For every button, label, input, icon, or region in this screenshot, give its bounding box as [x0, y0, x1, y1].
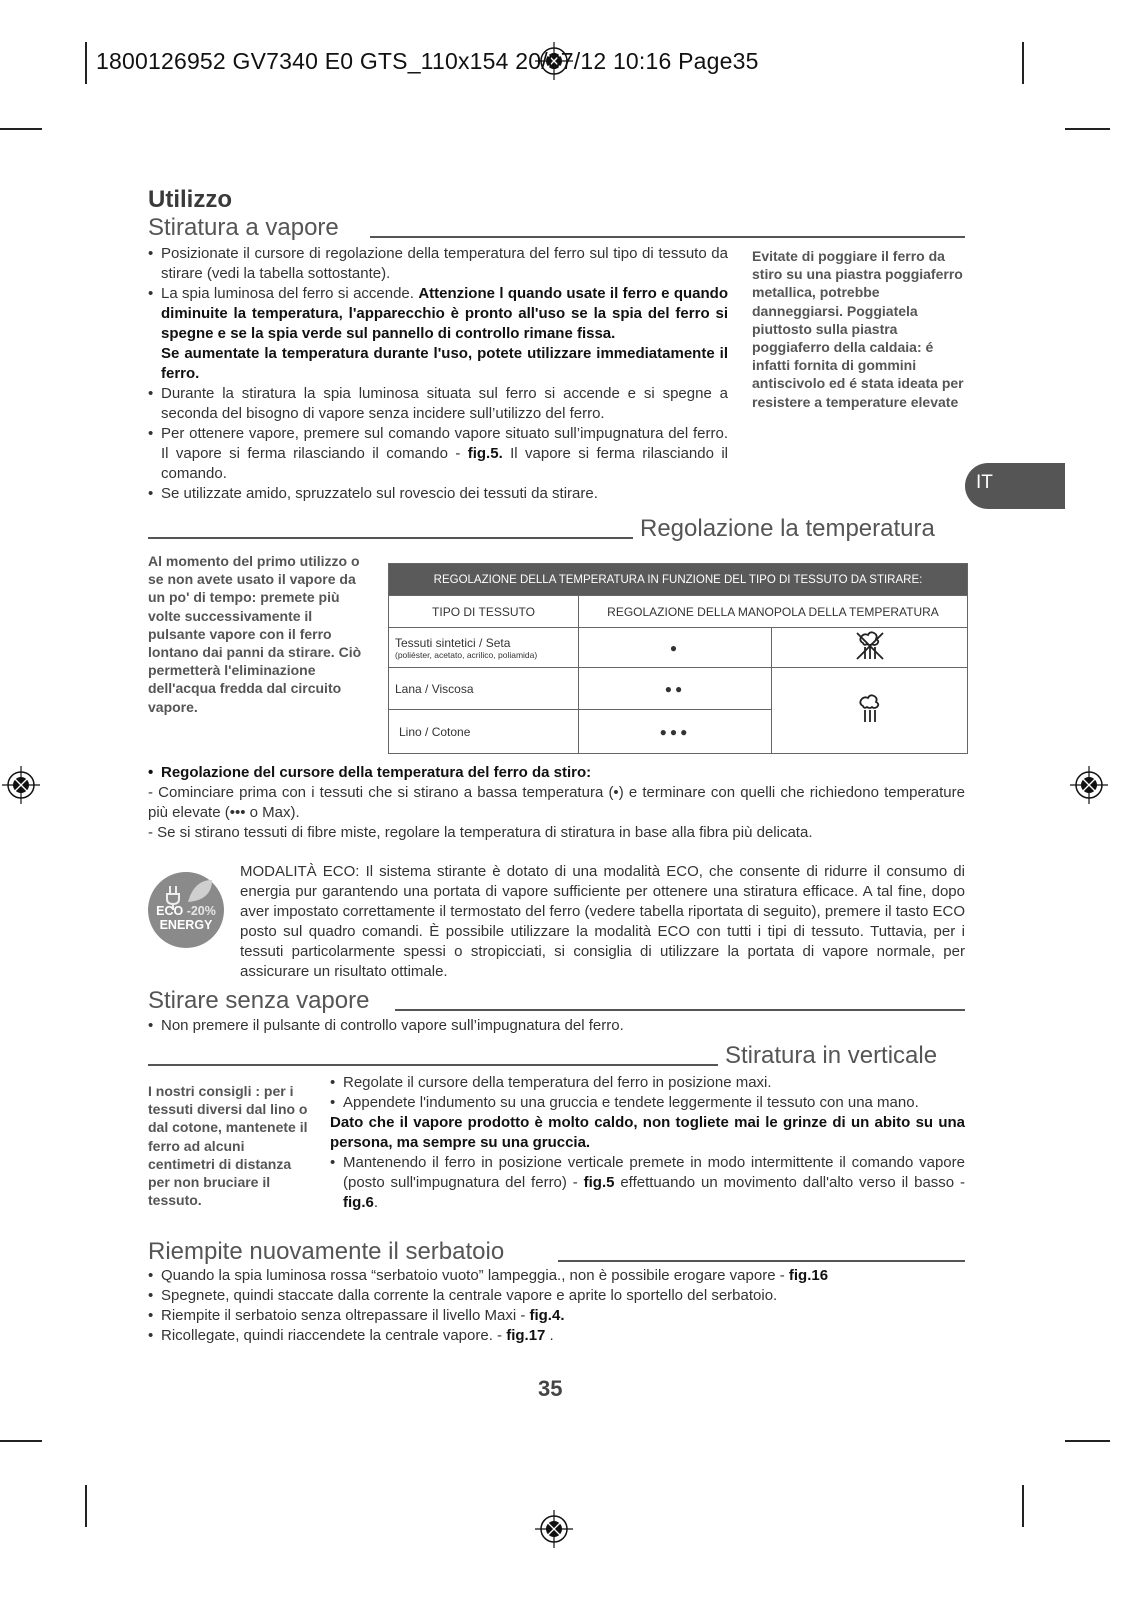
- temperature-dots: ●●: [579, 668, 772, 710]
- crop-mark: [1065, 128, 1110, 130]
- registration-mark-icon: [1070, 766, 1108, 804]
- heading-rule: [370, 236, 965, 238]
- page-title: Utilizzo: [148, 186, 232, 213]
- list-item: • Riempite il serbatoio senza oltrepassare il livello Maxi - fig.4.: [148, 1306, 965, 1326]
- table-row: [389, 668, 968, 710]
- section-heading-vertical: Stiratura in verticale: [725, 1042, 938, 1069]
- fabric-name: Tessuti sintetici / Seta: [395, 635, 511, 650]
- list-item: • Posizionate il cursore di regolazione della temperatura del ferro sul tipo di tessuto da stirare (vedi la tabella sottostante).: [148, 244, 728, 284]
- table-row: [389, 628, 968, 668]
- steam-icon: [853, 692, 887, 726]
- section-heading-temperature: Regolazione la temperatura: [640, 515, 935, 542]
- side-note-first-use: Al momento del primo utilizzo o se non avete usato il vapore da un po' di tempo: premete più volte successivamente il pulsante vapore con il ferro lontano dai panni da stirare. Ciò permetterà l'eliminazione dell'acqua fredda dal circuito vapore.: [148, 553, 362, 715]
- temperature-dots: ●: [579, 628, 772, 668]
- list-item: • Quando la spia luminosa rossa “serbatoio vuoto” lampeggia., non è possibile erogare vapore - fig.16: [148, 1266, 965, 1286]
- list-item: • Regolate il cursore della temperatura del ferro in posizione maxi.: [330, 1073, 965, 1093]
- print-header: 1800126952 GV7340 E0 GTS_110x154 20/07/12 10:16 Page35: [96, 48, 759, 74]
- heading-rule: [148, 1064, 718, 1066]
- cursor-title: • Regolazione del cursore della temperatura del ferro da stiro:: [148, 763, 965, 783]
- fabric-name: Lino / Cotone: [389, 710, 579, 754]
- steam-instructions: [148, 244, 728, 504]
- crop-mark: [1065, 1440, 1110, 1442]
- list-item: • Non premere il pulsante di controllo vapore sull’impugnatura del ferro.: [148, 1016, 965, 1036]
- registration-mark-icon: [2, 766, 40, 804]
- list-item: • Spegnete, quindi staccate dalla corrente la centrale vapore e aprite lo sportello del serbatoio.: [148, 1286, 965, 1306]
- side-note-vertical: I nostri consigli : per i tessuti diversi dal lino o dal cotone, mantenete il ferro ad alcuni centimetri di distanza per non bruciare il tessuto.: [148, 1083, 308, 1209]
- language-tab: IT: [965, 463, 1065, 509]
- crop-mark: [85, 42, 87, 84]
- bold-note: Se aumentate la temperatura durante l'uso, potete utilizzare immediatamente il ferro.: [161, 345, 728, 382]
- crop-mark: [85, 1485, 87, 1527]
- heading-rule: [558, 1260, 965, 1262]
- cursor-step: - Cominciare prima con i tessuti che si stirano a bassa temperatura (•) e terminare con quelli che richiedono temperature più elevate (••• o Max).: [148, 784, 965, 821]
- crop-mark: [0, 128, 42, 130]
- fabric-detail: (poliéster, acetato, acrilico, poliamida): [395, 649, 538, 660]
- list-item: • Ricollegate, quindi riaccendete la centrale vapore. - fig.17 .: [148, 1326, 965, 1346]
- no-steam-icon: [853, 629, 887, 663]
- list-item: • Durante la stiratura la spia luminosa situata sul ferro si accende e si spegne a seconda del bisogno di vapore senza incidere sull’utilizzo del ferro.: [148, 384, 728, 424]
- crop-mark: [0, 1440, 42, 1442]
- table-header: TIPO DI TESSUTO: [389, 596, 579, 628]
- heading-rule: [148, 537, 633, 539]
- eco-energy-badge: ECO -20% ENERGY: [148, 872, 224, 948]
- page-number: 35: [538, 1376, 563, 1401]
- section-heading-steam: Stiratura a vapore: [148, 214, 339, 241]
- crop-mark: [1022, 1485, 1024, 1527]
- cursor-step: - Se si stirano tessuti di fibre miste, regolare la temperatura di stiratura in base alla fibra più delicata.: [148, 824, 813, 841]
- no-steam-instructions: [148, 1016, 965, 1036]
- steam-cell: [772, 668, 968, 754]
- side-note-steam: Evitate di poggiare il ferro da stiro su una piastra poggiaferro metallica, potrebbe danneggiarsi. Poggiatela piuttosto sulla piastra poggiaferro della caldaia: é infatti fornita di gommini antiscivolo ed é stata ideata per resistere a temperature elevate: [752, 248, 964, 410]
- refill-instructions: [148, 1266, 965, 1346]
- vertical-instructions: [330, 1073, 965, 1213]
- crop-mark: [1022, 42, 1024, 84]
- eco-mode-text: MODALITÀ ECO: Il sistema stirante è dotato di una modalità ECO, che consente di ridurre il consumo di energia pur garantendo una portata di vapore sufficiente per ottenere una stiratura efficace. A tal fine, dopo aver impostato correttamente il termostato del ferro (vedere tabella riportata di seguito), premere il tasto ECO posto sul quadro comandi. È possibile utilizzare la modalità ECO con tutti i tipi di tessuto. Tuttavia, per i tessuti particolarmente spessi o stropicciati, si consiglia di utilizzare la portata di vapore normale, per assicurare un risultato ottimale.: [240, 863, 965, 980]
- table-header: REGOLAZIONE DELLA MANOPOLA DELLA TEMPERATURA: [579, 596, 968, 628]
- list-item: • Mantenendo il ferro in posizione verticale premete in modo intermittente il comando vapore (posto sull'impugnatura del ferro) - fig.5 effettuando un movimento dall'alto verso il basso - fig.6.: [330, 1153, 965, 1213]
- list-item: • La spia luminosa del ferro si accende. Attenzione l quando usate il ferro e quando diminuite la temperatura, l'apparecchio è pronto all'uso se la spia del ferro si spegne e se la spia verde sul pannello di controllo rimane fissa.: [148, 284, 728, 344]
- temperature-dots: ●●●: [579, 710, 772, 754]
- list-item: • Per ottenere vapore, premere sul comando vapore situato sull’impugnatura del ferro. Il vapore si ferma rilasciando il comando - fig.5. Il vapore si ferma rilasciando il comando.: [148, 424, 728, 484]
- fabric-name: Lana / Viscosa: [389, 668, 579, 710]
- heading-rule: [395, 1009, 965, 1011]
- list-item: • Se utilizzate amido, spruzzatelo sul rovescio dei tessuti da stirare.: [148, 484, 728, 504]
- cursor-instructions: [148, 763, 965, 843]
- temperature-table: [388, 563, 968, 754]
- list-item: • Appendete l'indumento su una gruccia e tendete leggermente il tessuto con una mano.: [330, 1093, 965, 1113]
- warning-text: Dato che il vapore prodotto è molto caldo, non togliete mai le grinze di un abito su una persona, ma sempre su una gruccia.: [330, 1114, 965, 1151]
- registration-mark-icon: [535, 1510, 573, 1548]
- no-steam-cell: [772, 628, 968, 668]
- table-title: REGOLAZIONE DELLA TEMPERATURA IN FUNZIONE DEL TIPO DI TESSUTO DA STIRARE:: [389, 564, 968, 596]
- section-heading-refill: Riempite nuovamente il serbatoio: [148, 1238, 505, 1265]
- section-heading-no-steam: Stirare senza vapore: [148, 987, 370, 1014]
